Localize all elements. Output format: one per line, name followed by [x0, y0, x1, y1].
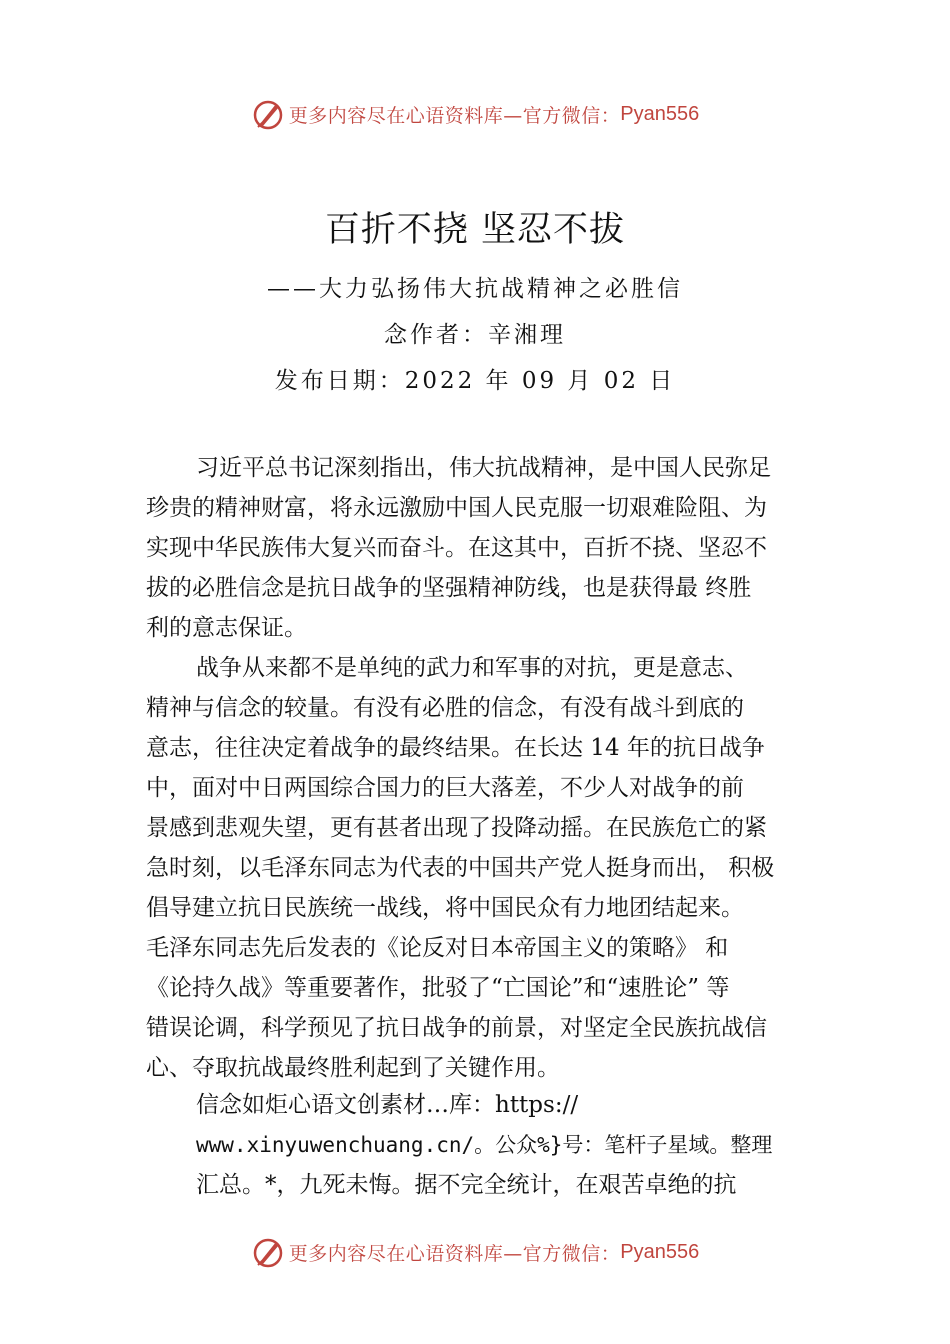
text-line: 实现中华民族伟大复兴而奋斗。在这其中，百折不挠、坚忍不	[146, 535, 767, 561]
text-line: 习近平总书记深刻指出，伟大抗战精神，是中国人民弥足	[196, 455, 771, 481]
paragraph-1	[146, 448, 846, 648]
text-line: 毛泽东同志先后发表的《论反对日本帝国主义的策略》 和	[146, 935, 729, 961]
text-line: 心、夺取抗战最终胜利起到了关键作用。	[146, 1055, 560, 1081]
quill-logo-icon	[251, 97, 285, 131]
text-line: 景感到悲观失望，更有甚者出现了投降动摇。在民族危亡的紧	[146, 815, 767, 841]
article-title: 百折不挠 坚忍不拔	[324, 210, 626, 250]
text-line: 信念如炬心语文创素材…库：https://	[196, 1092, 579, 1118]
text-line: 错误论调，科学预见了抗日战争的前景，对坚定全民族抗战信	[146, 1015, 767, 1041]
article-author: 念作者：辛湘理	[384, 322, 566, 348]
text-line: 急时刻，以毛泽东同志为代表的中国共产党人挺身而出， 积极	[146, 855, 775, 881]
watermark-text: 更多内容尽在心语资料库—官方微信：	[288, 1242, 621, 1265]
text-line: 拔的必胜信念是抗日战争的坚强精神防线，也是获得最 终胜	[146, 575, 752, 601]
text-line: 利的意志保证。	[146, 615, 307, 641]
text-line: 精神与信念的较量。有没有必胜的信念，有没有战斗到底的	[146, 695, 744, 721]
watermark-text: 更多内容尽在心语资料库—官方微信：	[288, 104, 621, 127]
text-line: 《论持久战》等重要著作，批驳了“亡国论”和“速胜论” 等	[146, 975, 730, 1001]
article-date: 发布日期：2022 年 09 月 02 日	[274, 368, 676, 394]
text-line: 倡导建立抗日民族统一战线，将中国民众有力地团结起来。	[146, 895, 744, 921]
footer-watermark	[0, 1232, 950, 1272]
watermark-wechat-id: Pyan556	[620, 1240, 700, 1263]
quill-logo-icon	[251, 1235, 285, 1269]
text-line: 战争从来都不是单纯的武力和军事的对抗，更是意志、	[196, 655, 748, 681]
article-subtitle: ——大力弘扬伟大抗战精神之必胜信	[267, 276, 683, 302]
paragraph-3	[146, 1085, 846, 1205]
text-line: 中，面对中日两国综合国力的巨大落差，不少人对战争的前	[146, 775, 744, 801]
text-line: 汇总。*，九死未悔。据不完全统计，在艰苦卓绝的抗	[196, 1172, 737, 1198]
header-watermark	[0, 94, 950, 134]
watermark-wechat-id: Pyan556	[620, 102, 700, 125]
text-line: 意志，往往决定着战争的最终结果。在长达 14 年的抗日战争	[146, 735, 765, 761]
text-line: 珍贵的精神财富，将永远激励中国人民克服一切艰难险阻、为	[146, 495, 767, 521]
paragraph-2	[146, 648, 846, 1088]
text-line: www.xinyuwenchuang.cn/。公众%}号：笔杆子星域。整理	[196, 1133, 773, 1157]
